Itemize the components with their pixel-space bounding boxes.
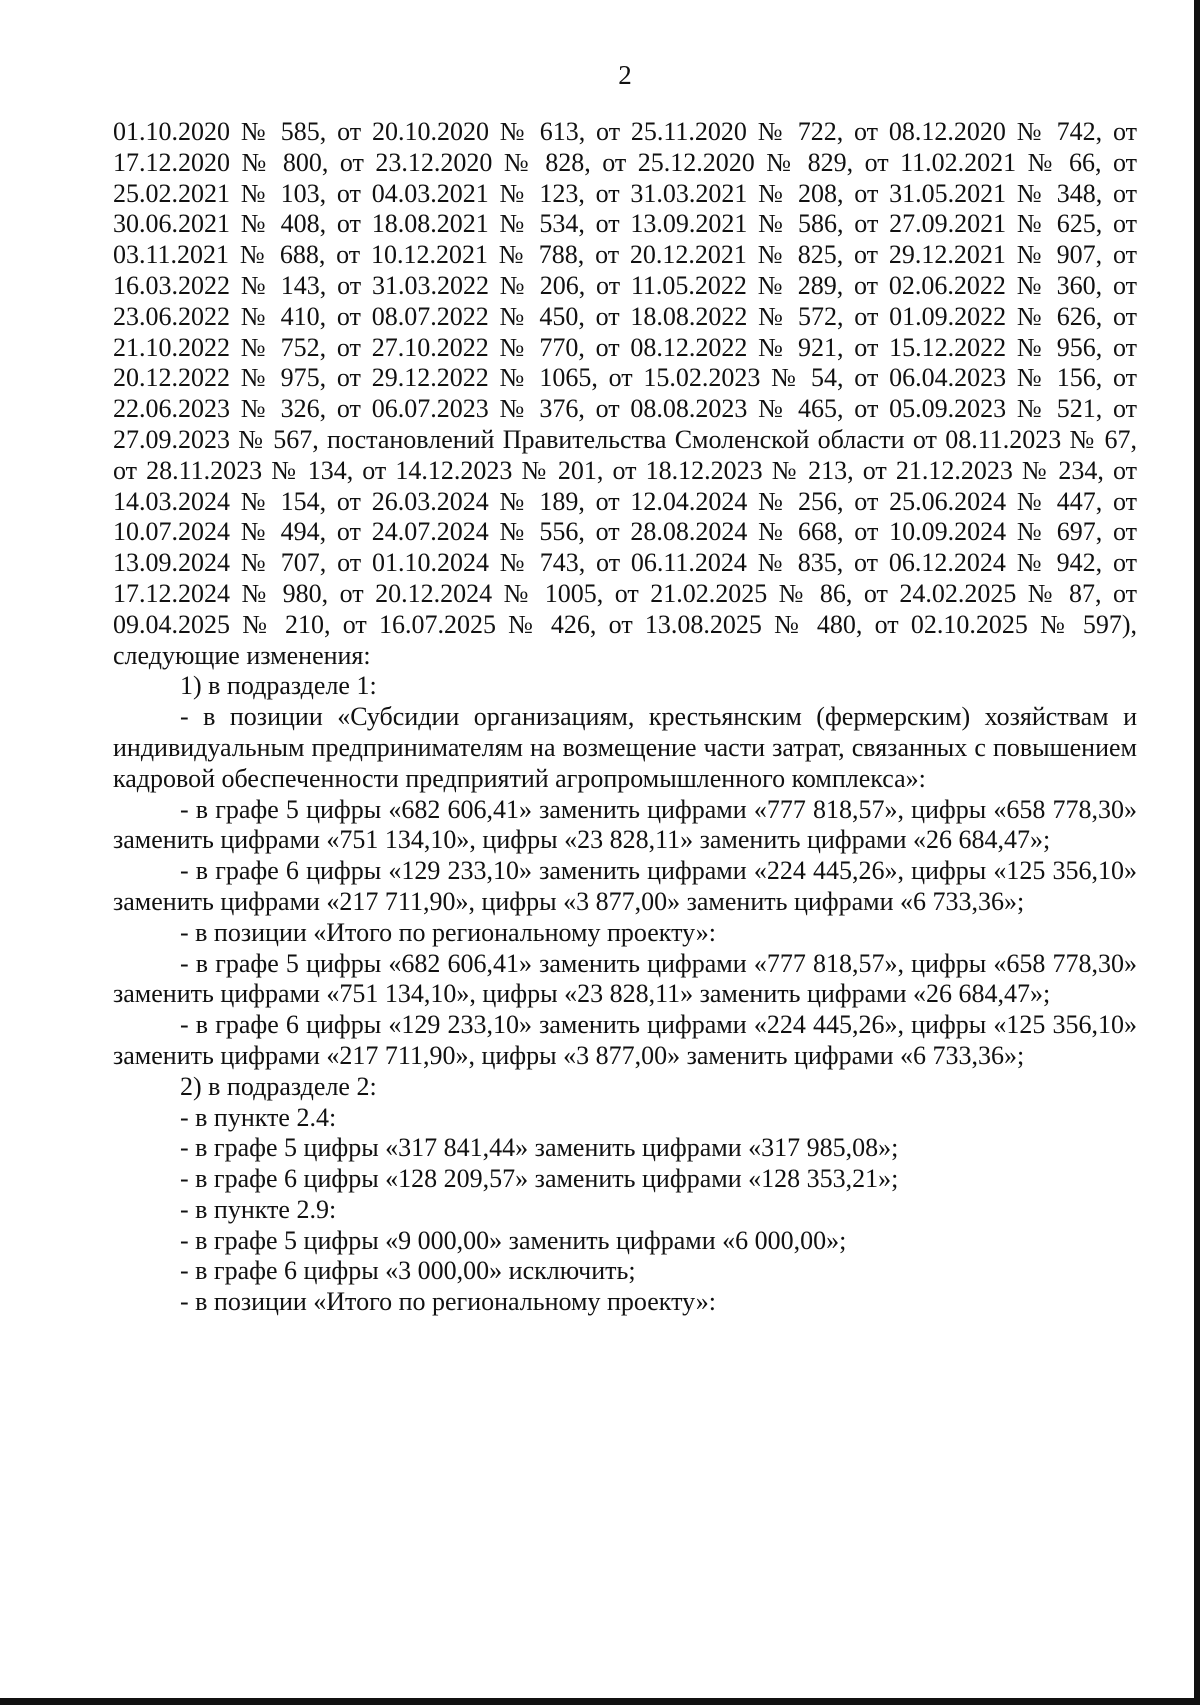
paragraph-position-subsidies: - в позиции «Субсидии организациям, крестьянским (фермерским) хозяйствам и индивидуальным предпринимателям на возмещение части затрат, связанных с повышением кадровой обеспеченности предприятий агропромышленного комплекса»: xyxy=(113,702,1137,793)
paragraph-total-column-6-change: - в графе 6 цифры «129 233,10» заменить цифрами «224 445,26», цифры «125 356,10» заменить цифрами «217 711,90», цифры «3 877,00» заменить цифрами «6 733,36»; xyxy=(113,1010,1137,1070)
paragraph-total-column-5-change: - в графе 5 цифры «682 606,41» заменить цифрами «777 818,57», цифры «658 778,30» заменить цифрами «751 134,10», цифры «23 828,11» заменить цифрами «26 684,47»; xyxy=(113,948,1137,1009)
paragraph-position-total: - в позиции «Итого по региональному проекту»: xyxy=(180,917,716,947)
paragraph-item-2-4-column-5: - в графе 5 цифры «317 841,44» заменить цифрами «317 985,08»; xyxy=(180,1133,899,1163)
paragraph-item-2-9-column-6: - в графе 6 цифры «3 000,00» исключить; xyxy=(180,1256,636,1286)
paragraph-item-2-9: - в пункте 2.9: xyxy=(180,1194,337,1224)
page-border-right xyxy=(1194,0,1200,1705)
document-body xyxy=(113,117,1137,1318)
paragraph-subsection-2: 2) в подразделе 2: xyxy=(180,1071,377,1101)
page-border-bottom xyxy=(0,1698,1200,1705)
paragraph-item-2-4: - в пункте 2.4: xyxy=(180,1102,337,1132)
paragraph-position-total-2: - в позиции «Итого по региональному проекту»: xyxy=(180,1287,716,1317)
page-number: 2 xyxy=(618,60,632,90)
paragraph-resolutions-list: 01.10.2020 № 585, от 20.10.2020 № 613, от 25.11.2020 № 722, от 08.12.2020 № 742, от 17.12.2020 № 800, от 23.12.2020 № 828, от 25.12.2020 № 829, от 11.02.2021 № 66, от 25.02.2021 № 103, от 04.03.2021 № 123, от 31.03.2021 № 208, от 31.05.2021 № 348, от 30.06.2021 № 408, от 18.08.2021 № 534, от 13.09.2021 № 586, от 27.09.2021 № 625, от 03.11.2021 № 688, от 10.12.2021 № 788, от 20.12.2021 № 825, от 29.12.2021 № 907, от 16.03.2022 № 143, от 31.03.2022 № 206, от 11.05.2022 № 289, от 02.06.2022 № 360, от 23.06.2022 № 410, от 08.07.2022 № 450, от 18.08.2022 № 572, от 01.09.2022 № 626, от 21.10.2022 № 752, от 27.10.2022 № 770, от 08.12.2022 № 921, от 15.12.2022 № 956, от 20.12.2022 № 975, от 29.12.2022 № 1065, от 15.02.2023 № 54, от 06.04.2023 № 156, от 22.06.2023 № 326, от 06.07.2023 № 376, от 08.08.2023 № 465, от 05.09.2023 № 521, от 27.09.2023 № 567, постановлений Правительства Смоленской области от 08.11.2023 № 67, от 28.11.2023 № 134, от 14.12.2023 № 201, от 18.12.2023 № 213, от 21.12.2023 № 234, от 14.03.2024 № 154, от 26.03.2024 № 189, от 12.04.2024 № 256, от 25.06.2024 № 447, от 10.07.2024 № 494, от 24.07.2024 № 556, от 28.08.2024 № 668, от 10.09.2024 № 697, от 13.09.2024 № 707, от 01.10.2024 № 743, от 06.11.2024 № 835, от 06.12.2024 № 942, от 17.12.2024 № 980, от 20.12.2024 № 1005, от 21.02.2025 № 86, от 24.02.2025 № 87, от 09.04.2025 № 210, от 16.07.2025 № 426, от 13.08.2025 № 480, от 02.10.2025 № 597), следующие изменения: xyxy=(113,117,1137,670)
paragraph-item-2-9-column-5: - в графе 5 цифры «9 000,00» заменить цифрами «6 000,00»; xyxy=(180,1225,847,1255)
paragraph-subsection-1: 1) в подразделе 1: xyxy=(180,671,377,701)
paragraph-column-6-change: - в графе 6 цифры «129 233,10» заменить цифрами «224 445,26», цифры «125 356,10» заменить цифрами «217 711,90», цифры «3 877,00» заменить цифрами «6 733,36»; xyxy=(113,856,1137,916)
paragraph-item-2-4-column-6: - в графе 6 цифры «128 209,57» заменить цифрами «128 353,21»; xyxy=(180,1164,899,1194)
paragraph-column-5-change: - в графе 5 цифры «682 606,41» заменить цифрами «777 818,57», цифры «658 778,30» заменить цифрами «751 134,10», цифры «23 828,11» заменить цифрами «26 684,47»; xyxy=(113,794,1137,855)
